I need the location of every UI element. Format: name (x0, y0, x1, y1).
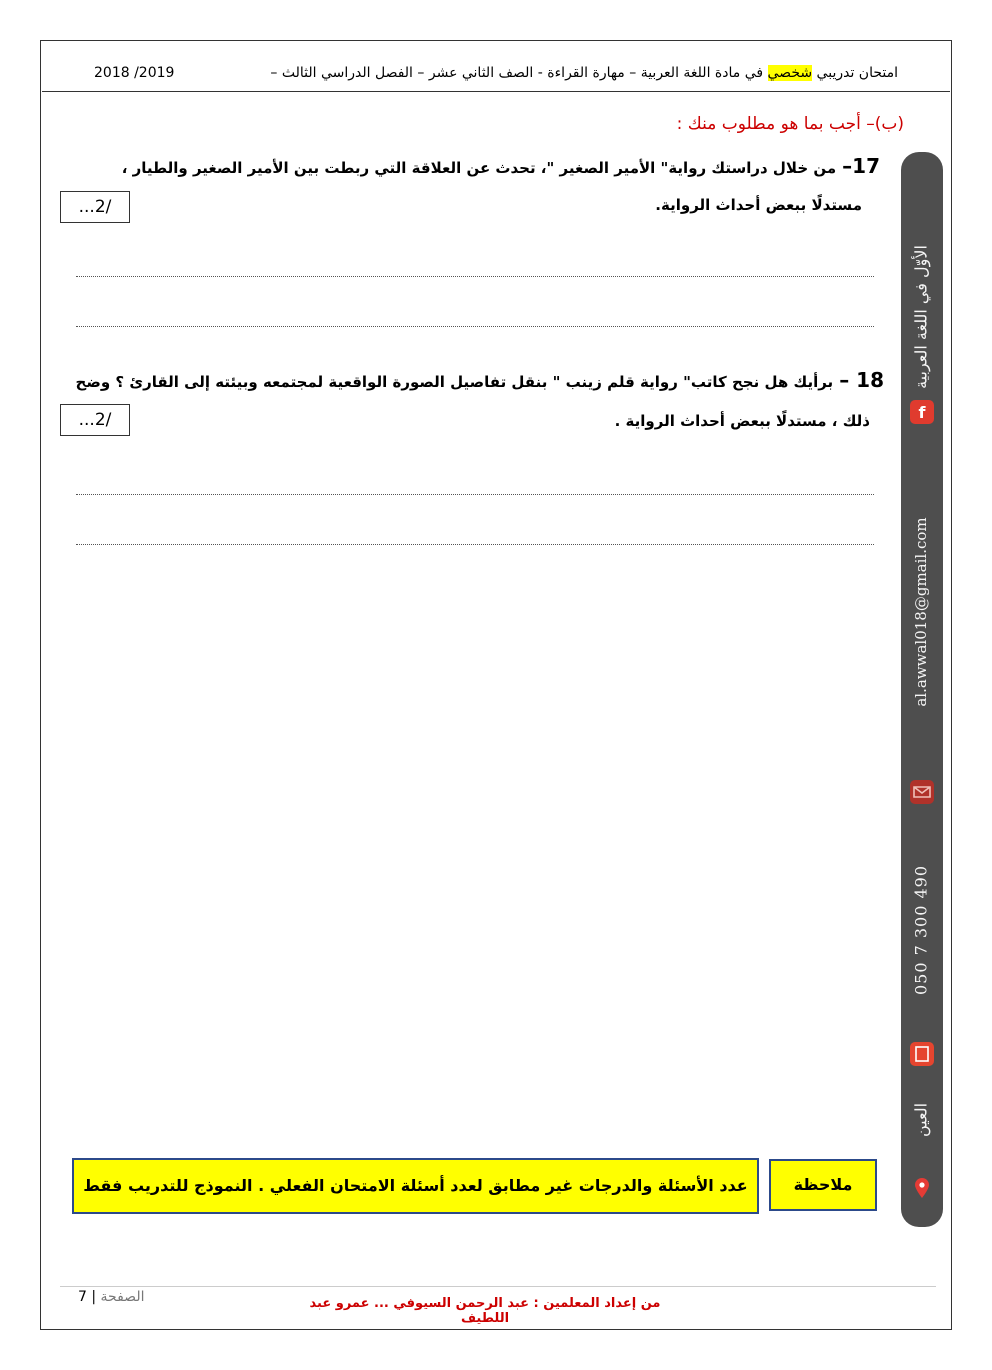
header-middle: في مادة اللغة العربية – مهارة القراءة - الصف الثاني عشر – الفصل الدراسي الثالث – (270, 65, 764, 81)
answer-line[interactable] (76, 326, 874, 327)
exam-header (42, 56, 950, 92)
header-year: 2018 /2019 (94, 65, 175, 81)
phone-icon (910, 1042, 934, 1066)
page-number: الصفحة | 7 (78, 1289, 145, 1305)
svg-text:f: f (918, 403, 926, 422)
facebook-icon (910, 400, 934, 424)
question-17 (122, 154, 880, 178)
question-number: 17– (842, 154, 880, 178)
question-number: 18 – (839, 368, 884, 392)
header-highlight: شخصي (767, 65, 813, 81)
page-number-value: 7 (78, 1289, 87, 1305)
answer-line[interactable] (76, 276, 874, 277)
header-prefix: امتحان تدريبي (816, 65, 898, 81)
city-text: العين (911, 1102, 931, 1138)
question-text-line1: من خلال دراستك رواية" الأمير الصغير "، تحدث عن العلاقة التي ربطت بين الأمير الصغير والطيار ، (121, 159, 837, 177)
contact-sidebar (901, 152, 943, 1227)
phone-text: 050 7 300 490 (911, 864, 931, 996)
answer-line[interactable] (76, 544, 874, 545)
question-text-line1: برأيك هل نجح كاتب" رواية قلم زينب " بنقل تفاصيل الصورة الواقعية لمجتمعه وبيئته إلى القارئ ؟ وضح (75, 373, 834, 391)
score-box: ...2/ (60, 404, 130, 436)
note-label: ملاحظة (769, 1159, 877, 1211)
question-18 (76, 368, 884, 392)
page-frame (40, 40, 952, 1330)
location-icon (910, 1176, 934, 1200)
section-heading: (ب)– أجب بما هو مطلوب منك : (676, 114, 904, 134)
note-text: عدد الأسئلة والدرجات غير مطابق لعدد أسئلة الامتحان الفعلي . النموذج للتدريب فقط (72, 1158, 759, 1214)
email-text: al.awwal018@gmail.com (912, 517, 930, 707)
footer-authors: من إعداد المعلمين : عبد الرحمن السيوفي ... عمرو عبد اللطيف (309, 1296, 661, 1326)
page-label: الصفحة (100, 1289, 145, 1305)
question-17-line2: مستدلًا ببعض أحداث الرواية. (655, 196, 862, 214)
score-box: ...2/ (60, 191, 130, 223)
brand-text: الأوّل في اللغة العربية (911, 245, 931, 389)
answer-line[interactable] (76, 494, 874, 495)
mail-icon (910, 780, 934, 804)
footer-divider (60, 1286, 936, 1287)
question-18-line2: ذلك ، مستدلًا ببعض أحداث الرواية . (614, 412, 870, 430)
